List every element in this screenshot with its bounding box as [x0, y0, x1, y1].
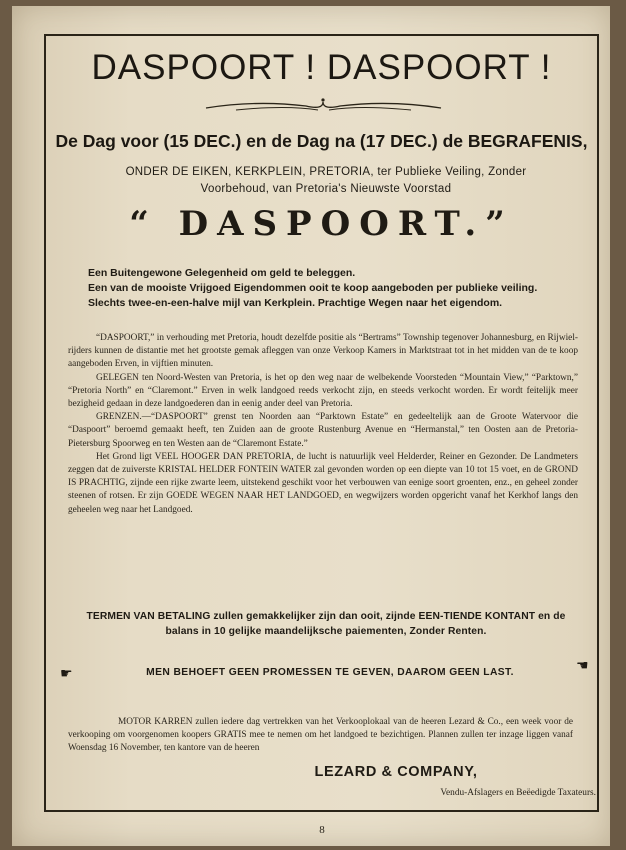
promissory-notice: MEN BEHOEFT GEEN PROMESSEN TE GEVEN, DAAROM GEEN LAST.	[146, 667, 514, 678]
headline: DASPOORT ! DASPOORT !	[91, 48, 552, 87]
document-page	[12, 6, 610, 846]
pointing-hand-icon: ☚	[576, 659, 589, 674]
location-line: ONDER DE EIKEN, KERKPLEIN, PRETORIA, ter Publieke Veiling, Zonder Voorbehoud, van Pretoria's Nieuwste Voorstad	[125, 166, 527, 195]
motor-car-notice	[68, 716, 573, 756]
company-name: LEZARD & COMPANY,	[314, 764, 478, 780]
payment-terms: TERMEN VAN BETALING zullen gemakkelijker zijn dan ooit, zijnde EEN-TIENDE KONTANT en de balans in 10 gelijke maandelijksche paiementen, Zonder Renten.	[86, 611, 566, 637]
advertisement-frame	[44, 34, 599, 812]
paragraph-ground: Het Grond ligt VEEL HOOGER DAN PRETORIA, de lucht is natuurlijk veel Helderder, Reiner en Gezonder. De Landmeters zeggen dat de zuiverste KRISTAL HELDER FONTEIN WATER zal gevonden worden op een diepte van 10 tot 15 voet, en de GROND IS PRACHTIG, zijnde een rijke zwarte leem, uitstekend geschikt voor het verbouwen van eenige soort groenten, enz., en geheel zonder steenen of rotsen. Er zijn GOEDE WEGEN NAAR HET LANDGOED, en wegwijzers worden opgericht vanaf het Kerkhof langs den geheelen weg naar het Landgoed.	[68, 451, 578, 515]
intro-line: Een Buitengewone Gelegenheid om geld te beleggen.	[88, 267, 356, 279]
paragraph-boundaries: GRENZEN.—“DASPOORT” grenst ten Noorden aan “Parktown Estate” en gedeeltelijk aan de Groote Watervoor die “Daspoort” beroemd gemaakt heeft, ten Zuiden aan de groote Rustenburg Avenue en “Hermanstal,” ten Oosten aan de Pretoria-Pietersburg Spoorweg en ten Westen aan de “Claremont Estate.”	[68, 412, 578, 449]
intro-block	[88, 266, 566, 311]
ornament-divider	[196, 96, 451, 116]
intro-line: Een van de mooiste Vrijgoed Eigendommen ooit te koop aangeboden per publieke veiling. Slechts twee-en-een-halve mijl van Kerkplein. Prachtige Wegen naar het eigendom.	[88, 282, 538, 309]
body-text	[68, 332, 578, 517]
pointing-hand-icon: ☛	[60, 667, 73, 682]
paragraph-comparison: “DASPOORT,” in verhouding met Pretoria, houdt dezelfde positie als “Bertrams” Township tegenover Johannesburg, en Rijwiel-rijders kunnen de distantie met het grootste gemak afleggen van onze Verkoop Kamers in Marktstraat tot in het midden van de te koop aangeboden Erven, in vijftien minuten.	[68, 333, 578, 370]
dates-line: De Dag voor (15 DEC.) en de Dag na (17 DEC.) de BEGRAFENIS,	[55, 131, 588, 151]
paragraph-location: GELEGEN ten Noord-Westen van Pretoria, is het op den weg naar de welbekende Voorsteden “Mountain View,” “Parktown,” “Pretoria North” en “Claremont.” Erven in welk landgoed reeds verkocht zijn, en steeds verkocht worden. Er wordt feitelijk meer bezigheid gedaan in deze landgoederen dan in eenig ander deel van Pretoria.	[68, 372, 578, 410]
company-role: Vendu-Afslagers en Beëedigde Taxateurs.	[440, 788, 596, 798]
estate-name: “ DASPOORT.”	[129, 204, 514, 244]
page-number: 8	[319, 824, 325, 836]
motor-text: MOTOR KARREN zullen iedere dag vertrekken van het Verkooplokaal van de heeren Lezard & Co., een week voor de verkooping om voorgenomen koopers GRATIS mee te nemen om het landgoed te bezichtigen. Plannen zullen ter inzage liggen vanaf Woensdag 16 November, ten kantore van de heeren	[68, 717, 573, 754]
